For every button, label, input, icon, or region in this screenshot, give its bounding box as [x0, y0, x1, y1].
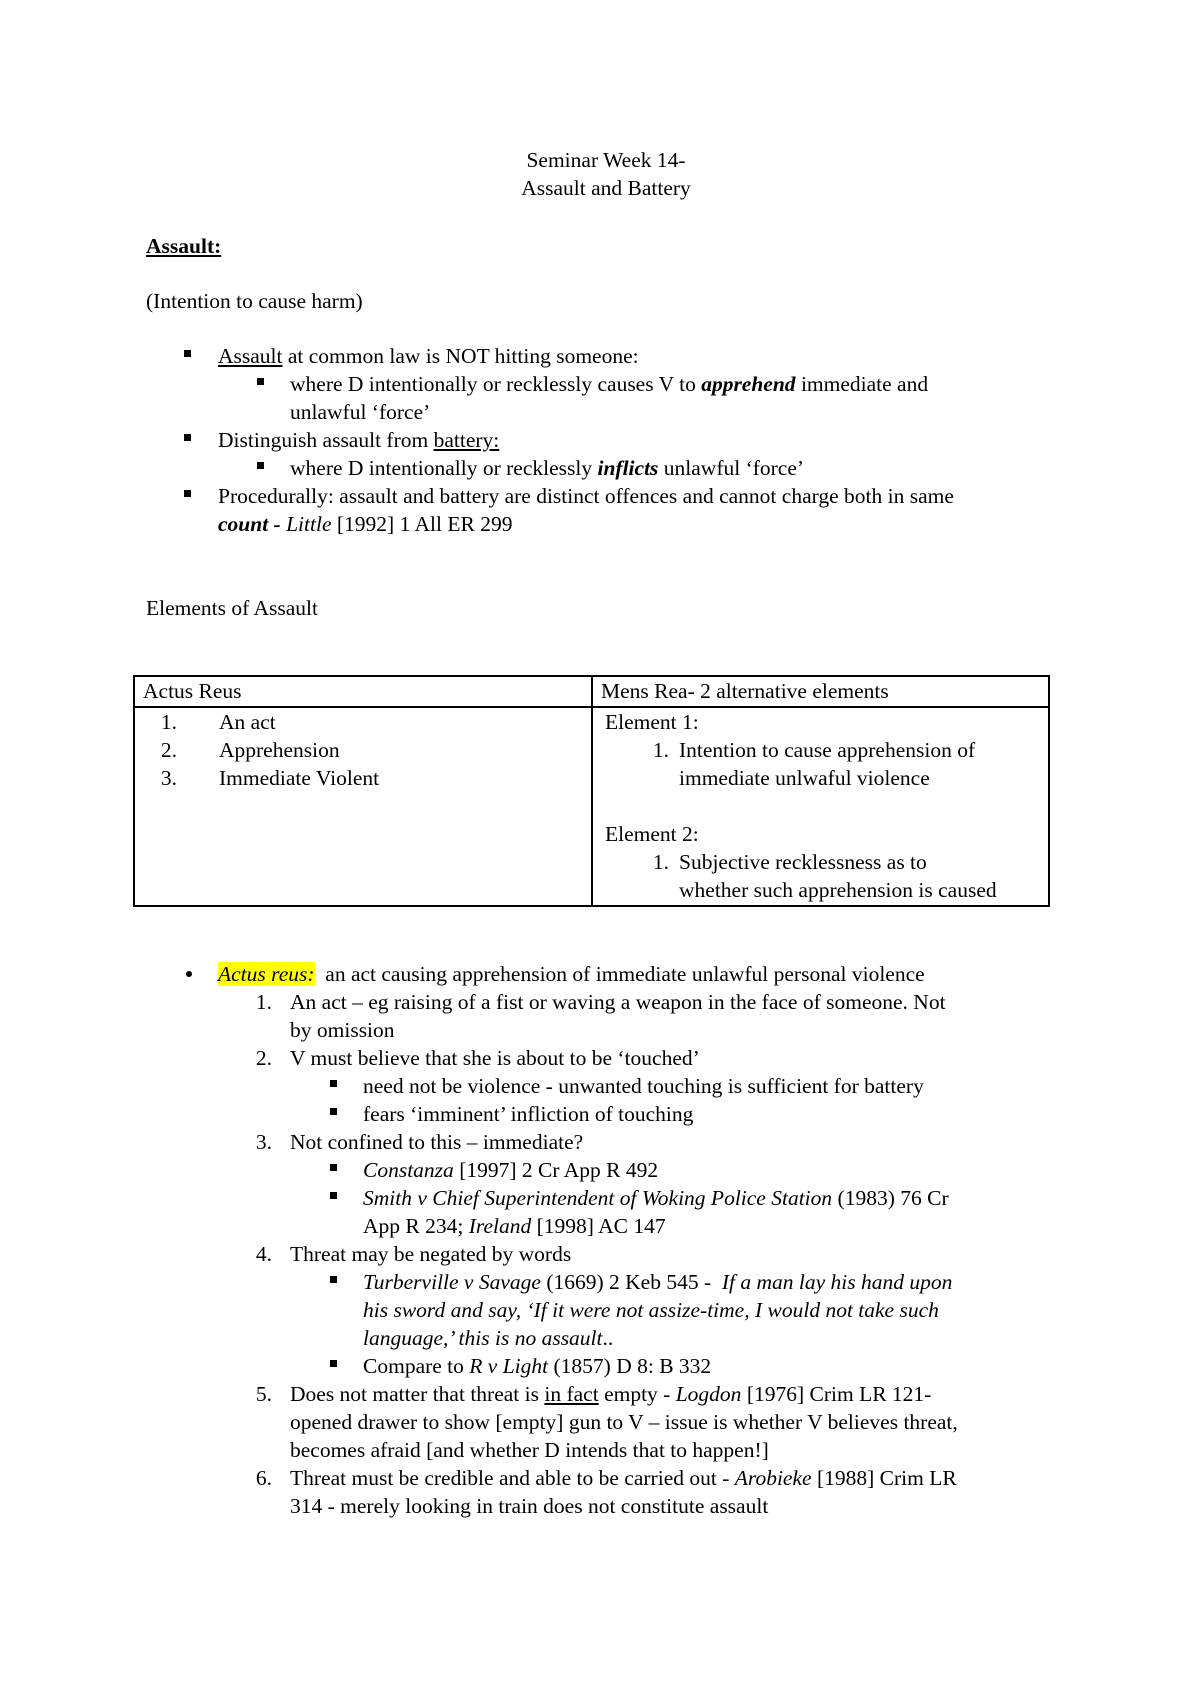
list-number: 6.: [255, 1466, 272, 1490]
square-bullet-icon: [184, 490, 191, 497]
actus-item-4a-quote-line3: language,’ this is no assault..: [363, 1326, 614, 1350]
actus-item-3: Not confined to this – immediate?: [290, 1130, 584, 1154]
elements-heading: Elements of Assault: [146, 596, 318, 620]
table-header-mens-rea: Mens Rea- 2 alternative elements: [592, 676, 1049, 707]
actus-item-1-cont: by omission: [290, 1018, 395, 1042]
list-number: 1.: [255, 990, 272, 1014]
actus-item-4: Threat may be negated by words: [290, 1242, 572, 1266]
square-bullet-icon: [330, 1108, 337, 1115]
actus-item: Immediate Violent: [219, 765, 380, 790]
square-bullet-icon: [257, 462, 264, 469]
actus-item-4b: Compare to R v Light (1857) D 8: B 332: [363, 1354, 712, 1378]
list-number: 2.: [255, 1046, 272, 1070]
square-bullet-icon: [330, 1164, 337, 1171]
actus-reus-definition: Actus reus: an act causing apprehension of immediate unlawful personal violence: [218, 962, 925, 986]
square-bullet-icon: [330, 1080, 337, 1087]
elements-table: [133, 675, 1050, 907]
table-header-actus-reus: Actus Reus: [134, 676, 592, 707]
list-number: 1.: [652, 849, 669, 874]
assault-heading: Assault:: [146, 234, 222, 258]
actus-reus-cell: [134, 707, 592, 906]
assault-bullet-1: Assault at common law is NOT hitting someone:: [218, 344, 639, 368]
assault-bullet-3: Procedurally: assault and battery are distinct offences and cannot charge both in same: [218, 484, 954, 508]
element2-item-line2: whether such apprehension is caused: [679, 877, 997, 902]
round-bullet-icon: [186, 971, 192, 977]
document-title-line1: Seminar Week 14-: [526, 148, 686, 172]
list-number: 3.: [255, 1130, 272, 1154]
document-title-line2: Assault and Battery: [521, 176, 691, 200]
actus-item-5-line2: opened drawer to show [empty] gun to V – issue is whether V believes threat,: [290, 1410, 958, 1434]
assault-bullet-2a: where D intentionally or recklessly inflicts unlawful ‘force’: [290, 456, 805, 480]
assault-bullet-3-cont: count - Little [1992] 1 All ER 299: [218, 512, 513, 536]
list-number: 1.: [652, 737, 669, 762]
actus-item-6-line2: 314 - merely looking in train does not constitute assault: [290, 1494, 769, 1518]
square-bullet-icon: [330, 1360, 337, 1367]
mens-rea-cell: [592, 707, 1049, 906]
list-number: 1.: [160, 709, 177, 734]
element2-item-line1: Subjective recklessness as to: [679, 849, 927, 874]
actus-item-3b: Smith v Chief Superintendent of Woking Police Station (1983) 76 Cr: [363, 1186, 949, 1210]
actus-item: An act: [219, 709, 276, 734]
assault-bullet-1a-cont: unlawful ‘force’: [290, 400, 431, 424]
element1-item-line1: Intention to cause apprehension of: [679, 737, 976, 762]
list-number: 3.: [160, 765, 177, 790]
actus-item: Apprehension: [219, 737, 340, 762]
actus-item-4a: Turberville v Savage (1669) 2 Keb 545 - If a man lay his hand upon: [363, 1270, 953, 1294]
actus-item-5-line3: becomes afraid [and whether D intends that to happen!]: [290, 1438, 769, 1462]
assault-intro: (Intention to cause harm): [146, 289, 363, 313]
actus-item-4a-quote-line2: his sword and say, ‘If it were not assize-time, I would not take such: [363, 1298, 939, 1322]
actus-item-2a: need not be violence - unwanted touching is sufficient for battery: [363, 1074, 924, 1098]
actus-item-3a: Constanza [1997] 2 Cr App R 492: [363, 1158, 659, 1182]
actus-item-2: V must believe that she is about to be ‘touched’: [290, 1046, 700, 1070]
assault-bullet-1a: where D intentionally or recklessly causes V to apprehend immediate and: [290, 372, 929, 396]
assault-bullet-2: Distinguish assault from battery:: [218, 428, 500, 452]
square-bullet-icon: [184, 434, 191, 441]
element1-label: Element 1:: [605, 709, 699, 734]
list-number: 2.: [160, 737, 177, 762]
square-bullet-icon: [330, 1276, 337, 1283]
element2-label: Element 2:: [605, 821, 699, 846]
actus-item-3b-cont: App R 234; Ireland [1998] AC 147: [363, 1214, 666, 1238]
actus-item-5: Does not matter that threat is in fact empty - Logdon [1976] Crim LR 121-: [290, 1382, 932, 1406]
element1-item-line2: immediate unlwaful violence: [679, 765, 930, 790]
list-number: 5.: [255, 1382, 272, 1406]
list-number: 4.: [255, 1242, 272, 1266]
actus-item-1: An act – eg raising of a fist or waving a weapon in the face of someone. Not: [290, 990, 946, 1014]
actus-item-2b: fears ‘imminent’ infliction of touching: [363, 1102, 694, 1126]
actus-item-6: Threat must be credible and able to be carried out - Arobieke [1988] Crim LR: [290, 1466, 957, 1490]
square-bullet-icon: [257, 378, 264, 385]
square-bullet-icon: [330, 1192, 337, 1199]
square-bullet-icon: [184, 350, 191, 357]
